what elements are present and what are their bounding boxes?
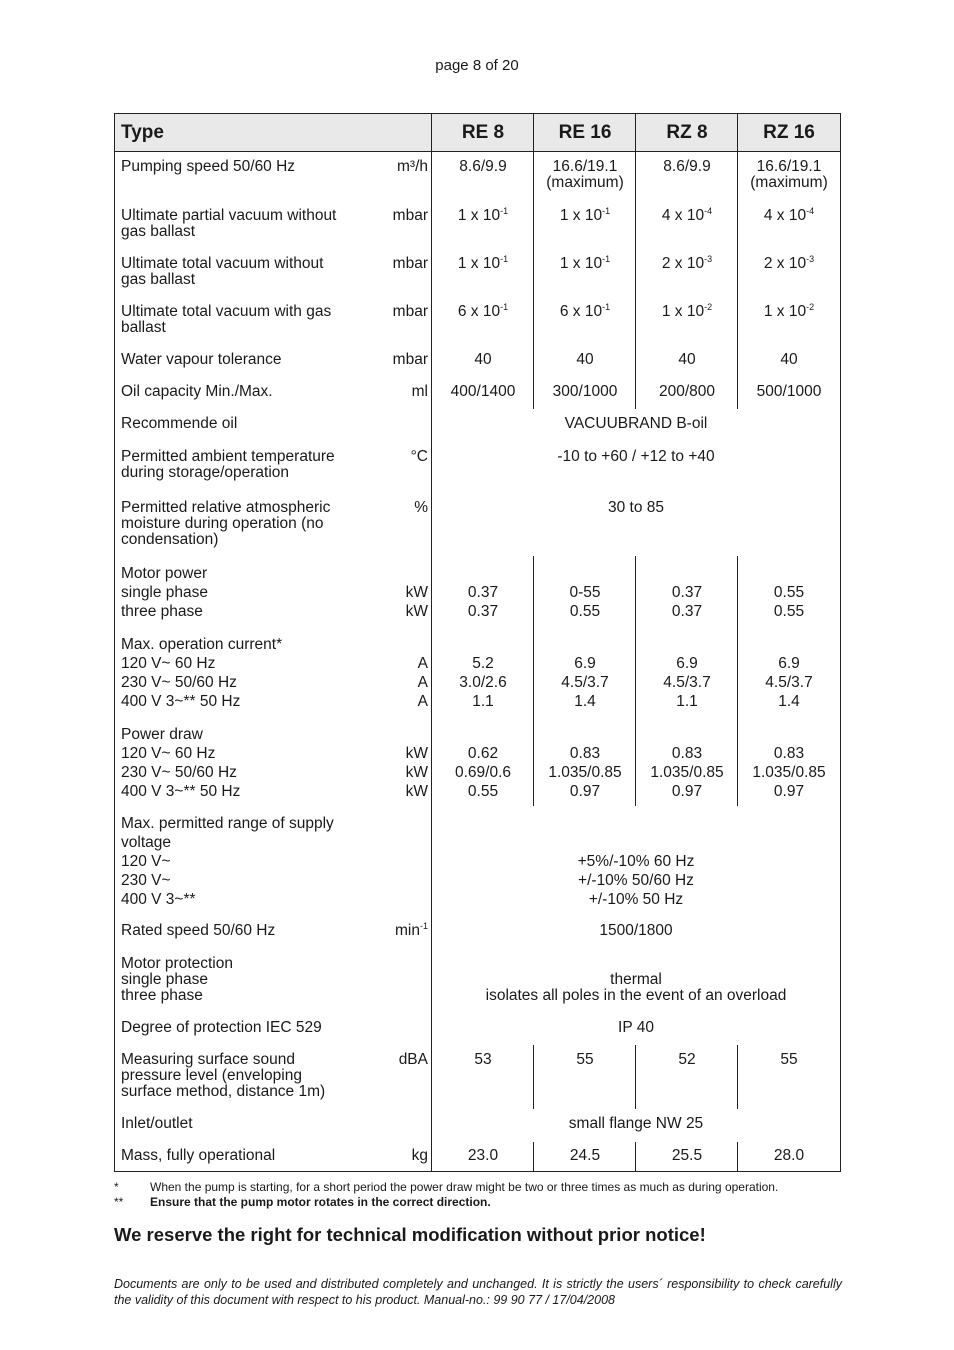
label-line: Ultimate total vacuum without xyxy=(121,255,324,272)
label-line: surface method, distance 1m) xyxy=(121,1083,326,1100)
label-line: Measuring surface sound xyxy=(121,1051,296,1068)
label-line: Motor protection xyxy=(121,955,233,972)
value-exponent: -4 xyxy=(806,206,815,216)
value-line: 1.035/0.85 xyxy=(650,764,724,781)
value-line: 0.97 xyxy=(671,783,703,800)
row-unit: dBA xyxy=(398,1051,428,1068)
label-line: ballast xyxy=(121,319,166,336)
value-re8 xyxy=(432,744,534,801)
label-line: Ultimate partial vacuum without xyxy=(121,207,337,224)
value-re8 xyxy=(432,304,534,320)
value-line: 1.1 xyxy=(676,693,698,710)
value-re16 xyxy=(534,159,636,191)
value-exponent: -1 xyxy=(602,254,611,264)
row-unit: °C xyxy=(410,448,428,465)
value-mantissa: 1 x 10 xyxy=(457,255,501,272)
value-rz8: 8.6/9.9 xyxy=(663,158,711,175)
footnote-text: Ensure that the pump motor rotates in the correct direction. xyxy=(150,1195,491,1209)
footnote-mark: ** xyxy=(114,1195,124,1209)
value-line: +/-10% 50/60 Hz xyxy=(578,872,694,889)
row-label xyxy=(121,814,371,909)
row-unit: % xyxy=(414,499,428,516)
value-mantissa: 6 x 10 xyxy=(457,303,501,320)
value-line: 4.5/3.7 xyxy=(663,674,711,691)
technical-data-table xyxy=(114,113,841,1172)
row-unit xyxy=(406,744,428,801)
value-rz8 xyxy=(636,654,738,711)
row-unit: m³/h xyxy=(397,158,428,175)
value-exponent: -3 xyxy=(806,254,815,264)
value-line: +/-10% 50 Hz xyxy=(588,891,684,908)
value-rz16: 40 xyxy=(780,351,798,368)
label-line: gas ballast xyxy=(121,223,196,240)
value-rz16 xyxy=(738,654,840,711)
row-label: Recommende oil xyxy=(121,415,238,432)
label-line: single phase xyxy=(121,971,209,988)
row-label xyxy=(121,1052,371,1100)
value-rz8 xyxy=(636,256,738,272)
value-all-models: 1500/1800 xyxy=(599,922,673,939)
value-mantissa: 2 x 10 xyxy=(661,255,705,272)
value-mantissa: 2 x 10 xyxy=(763,255,807,272)
row-label: Water vapour tolerance xyxy=(121,351,282,368)
value-re8 xyxy=(432,583,534,621)
value-re8: 40 xyxy=(474,351,492,368)
document-disclaimer: Documents are only to be used and distributed completely and unchanged. It is strictly the users´ responsibility to check carefully the validity of this document with respect to his product. Manual-no.: 99 90 77 / 17/04/2008 xyxy=(114,1277,842,1307)
row-label xyxy=(121,956,371,1004)
value-mantissa: 4 x 10 xyxy=(661,207,705,224)
unit-line: kW xyxy=(405,745,428,762)
value-exponent: -2 xyxy=(704,302,713,312)
value-line: 4.5/3.7 xyxy=(561,674,609,691)
value-exponent: -4 xyxy=(704,206,713,216)
unit-base: min xyxy=(395,922,420,939)
label-line: during storage/operation xyxy=(121,464,290,481)
value-line: 1.035/0.85 xyxy=(548,764,622,781)
value-re16 xyxy=(534,744,636,801)
row-label: Mass, fully operational xyxy=(121,1147,276,1164)
value-re16: 55 xyxy=(576,1051,594,1068)
value-line: thermal xyxy=(610,971,662,988)
row-label xyxy=(121,304,371,336)
label-line: pressure level (enveloping xyxy=(121,1067,302,1084)
unit-line: kW xyxy=(405,603,428,620)
label-line: Motor power xyxy=(121,565,208,582)
label-line: 230 V~ xyxy=(121,872,171,889)
value-line: 0.83 xyxy=(773,745,805,762)
value-line: 16.6/19.1 xyxy=(756,158,822,175)
divider-label-values xyxy=(431,114,432,1171)
header-type: Type xyxy=(121,122,164,143)
unit-exponent: -1 xyxy=(419,921,428,931)
header-re8: RE 8 xyxy=(461,122,505,143)
row-label xyxy=(121,564,371,621)
value-exponent: -3 xyxy=(704,254,713,264)
value-line: 0.62 xyxy=(467,745,499,762)
value-re8 xyxy=(432,208,534,224)
value-line: 0.69/0.6 xyxy=(454,764,512,781)
value-rz8 xyxy=(636,208,738,224)
value-line: 0.97 xyxy=(773,783,805,800)
label-line: Permitted relative atmospheric xyxy=(121,499,331,516)
unit-line: kW xyxy=(405,584,428,601)
value-rz16: 55 xyxy=(780,1051,798,1068)
value-re8: 23.0 xyxy=(467,1147,499,1164)
label-line: Power draw xyxy=(121,726,203,743)
value-all-models: 30 to 85 xyxy=(607,499,665,516)
value-mantissa: 1 x 10 xyxy=(559,207,603,224)
value-rz16 xyxy=(738,583,840,621)
row-unit: mbar xyxy=(392,303,428,320)
row-unit xyxy=(406,583,428,621)
row-unit: kg xyxy=(411,1147,428,1164)
row-label: Inlet/outlet xyxy=(121,1115,193,1132)
value-exponent: -1 xyxy=(500,206,509,216)
value-line: 4.5/3.7 xyxy=(765,674,813,691)
value-rz8: 40 xyxy=(678,351,696,368)
value-line: 0.97 xyxy=(569,783,601,800)
value-line: 3.0/2.6 xyxy=(459,674,507,691)
label-line: 120 V~ xyxy=(121,853,171,870)
row-label xyxy=(121,449,371,481)
value-rz16 xyxy=(738,744,840,801)
label-line: Permitted ambient temperature xyxy=(121,448,335,465)
value-all-models xyxy=(432,852,840,909)
row-unit: mbar xyxy=(392,207,428,224)
row-unit xyxy=(395,923,428,939)
value-line: 1.4 xyxy=(574,693,596,710)
row-unit xyxy=(418,654,428,711)
value-rz16: 500/1000 xyxy=(756,383,822,400)
label-line: voltage xyxy=(121,834,171,851)
page-number: page 8 of 20 xyxy=(435,57,519,74)
value-line: 0.55 xyxy=(773,603,805,620)
label-line: Max. permitted range of supply xyxy=(121,815,334,832)
unit-line: kW xyxy=(405,783,428,800)
value-rz8 xyxy=(636,304,738,320)
row-label: Oil capacity Min./Max. xyxy=(121,383,273,400)
label-line: 120 V~ 60 Hz xyxy=(121,745,216,762)
value-exponent: -1 xyxy=(500,254,509,264)
value-exponent: -2 xyxy=(806,302,815,312)
label-line: gas ballast xyxy=(121,271,196,288)
row-label: Pumping speed 50/60 Hz xyxy=(121,158,296,175)
value-re16: 300/1000 xyxy=(552,383,618,400)
row-label xyxy=(121,256,371,288)
value-re8: 400/1400 xyxy=(450,383,516,400)
row-label xyxy=(121,208,371,240)
value-line: 1.035/0.85 xyxy=(752,764,826,781)
unit-line: A xyxy=(417,693,428,710)
value-all-models: small flange NW 25 xyxy=(568,1115,704,1132)
value-re16: 40 xyxy=(576,351,594,368)
footnote-mark: * xyxy=(114,1180,119,1194)
value-line: 1.4 xyxy=(778,693,800,710)
value-re16 xyxy=(534,256,636,272)
row-label xyxy=(121,500,371,548)
value-line: 0.55 xyxy=(467,783,499,800)
label-line: 400 V 3~** 50 Hz xyxy=(121,783,241,800)
value-exponent: -1 xyxy=(602,206,611,216)
value-re16 xyxy=(534,304,636,320)
unit-line: A xyxy=(417,655,428,672)
value-line: 0.55 xyxy=(569,603,601,620)
value-rz16 xyxy=(738,304,840,320)
value-mantissa: 6 x 10 xyxy=(559,303,603,320)
value-rz8: 25.5 xyxy=(671,1147,703,1164)
value-mantissa: 1 x 10 xyxy=(457,207,501,224)
value-all-models: -10 to +60 / +12 to +40 xyxy=(557,448,715,465)
value-rz8 xyxy=(636,744,738,801)
row-label: Rated speed 50/60 Hz xyxy=(121,922,276,939)
unit-line: kW xyxy=(405,764,428,781)
value-mantissa: 4 x 10 xyxy=(763,207,807,224)
label-line: Ultimate total vacuum with gas xyxy=(121,303,332,320)
value-line: 0-55 xyxy=(569,584,601,601)
value-line: 0.37 xyxy=(467,584,499,601)
unit-line: A xyxy=(417,674,428,691)
value-mantissa: 1 x 10 xyxy=(559,255,603,272)
value-all-models: VACUUBRAND B-oil xyxy=(564,415,708,432)
value-line: 6.9 xyxy=(778,655,800,672)
value-line: 0.37 xyxy=(671,603,703,620)
value-line: isolates all poles in the event of an overload xyxy=(485,987,787,1004)
value-line: 0.55 xyxy=(773,584,805,601)
value-line: 1.1 xyxy=(472,693,494,710)
row-unit: mbar xyxy=(392,255,428,272)
value-line: 0.83 xyxy=(569,745,601,762)
table-header xyxy=(115,114,840,152)
value-rz16 xyxy=(738,159,840,191)
value-mantissa: 1 x 10 xyxy=(763,303,807,320)
value-line: 5.2 xyxy=(472,655,494,672)
label-line: condensation) xyxy=(121,531,219,548)
label-line: 230 V~ 50/60 Hz xyxy=(121,764,237,781)
label-line: single phase xyxy=(121,584,209,601)
row-unit: mbar xyxy=(392,351,428,368)
value-rz16 xyxy=(738,208,840,224)
value-re16 xyxy=(534,583,636,621)
value-line: 6.9 xyxy=(574,655,596,672)
value-re8: 53 xyxy=(474,1051,492,1068)
label-line: 230 V~ 50/60 Hz xyxy=(121,674,237,691)
label-line: 120 V~ 60 Hz xyxy=(121,655,216,672)
value-line: 0.37 xyxy=(467,603,499,620)
header-rz8: RZ 8 xyxy=(666,122,708,143)
value-exponent: -1 xyxy=(602,302,611,312)
label-line: three phase xyxy=(121,603,203,620)
value-exponent: -1 xyxy=(500,302,509,312)
value-rz8: 52 xyxy=(678,1051,696,1068)
label-line: three phase xyxy=(121,987,203,1004)
label-line: 400 V 3~** xyxy=(121,891,196,908)
value-mantissa: 1 x 10 xyxy=(661,303,705,320)
value-re16 xyxy=(534,654,636,711)
value-re8 xyxy=(432,256,534,272)
value-line: 0.83 xyxy=(671,745,703,762)
header-re16: RE 16 xyxy=(558,122,612,143)
footnote-text: When the pump is starting, for a short period the power draw might be two or three times as much as during operation. xyxy=(150,1180,779,1194)
row-label xyxy=(121,635,371,711)
value-line: (maximum) xyxy=(750,174,828,191)
row-label: Degree of protection IEC 529 xyxy=(121,1019,322,1036)
value-rz16 xyxy=(738,256,840,272)
value-re16: 24.5 xyxy=(569,1147,601,1164)
label-line: moisture during operation (no xyxy=(121,515,324,532)
label-line: 400 V 3~** 50 Hz xyxy=(121,693,241,710)
value-line: +5%/-10% 60 Hz xyxy=(577,853,695,870)
value-re8 xyxy=(432,654,534,711)
value-all-models xyxy=(432,972,840,1004)
row-label xyxy=(121,725,371,801)
value-rz16: 28.0 xyxy=(773,1147,805,1164)
label-line: Max. operation current* xyxy=(121,636,283,653)
value-rz8 xyxy=(636,583,738,621)
value-re8: 8.6/9.9 xyxy=(459,158,507,175)
value-line: 0.37 xyxy=(671,584,703,601)
value-line: 6.9 xyxy=(676,655,698,672)
value-line: (maximum) xyxy=(546,174,624,191)
value-re16 xyxy=(534,208,636,224)
modification-notice: We reserve the right for technical modification without prior notice! xyxy=(114,1224,706,1245)
value-line: 16.6/19.1 xyxy=(552,158,618,175)
value-all-models: IP 40 xyxy=(618,1019,654,1036)
row-unit: ml xyxy=(411,383,428,400)
header-rz16: RZ 16 xyxy=(763,122,815,143)
value-rz8: 200/800 xyxy=(658,383,716,400)
